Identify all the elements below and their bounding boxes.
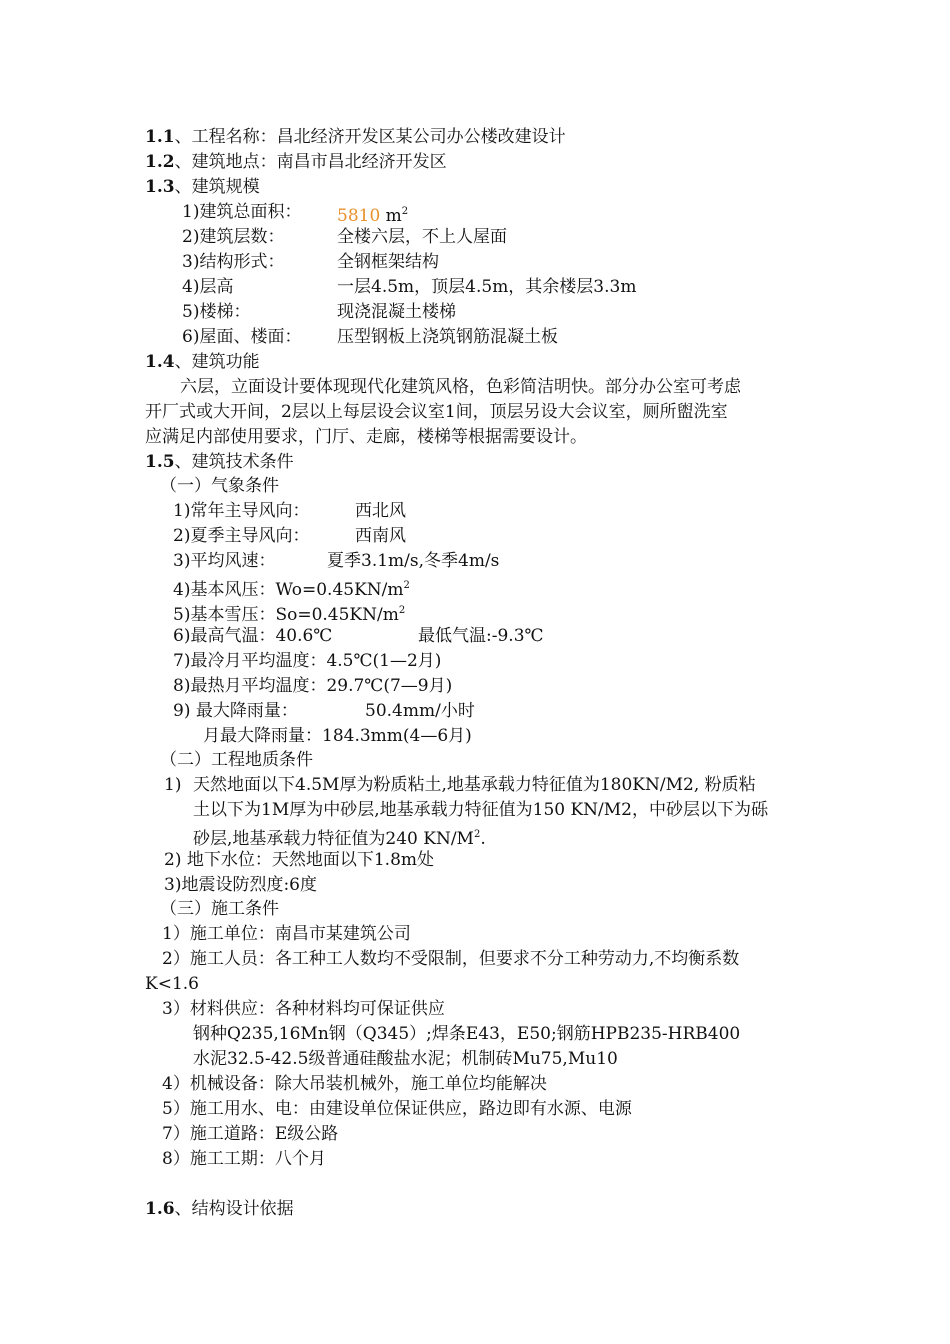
section-number: 1.2: [145, 152, 175, 172]
area-label: 1)建筑总面积：: [182, 202, 302, 222]
geology-item-1-number: 1): [164, 775, 182, 795]
section-number: 1.3: [145, 177, 175, 197]
height-value: 一层4.5m，顶层4.5m，其余楼层3.3m: [337, 277, 637, 297]
area-unit-sup: 2: [401, 206, 409, 217]
section-1-4: [145, 350, 260, 374]
water-power: 5）施工用水、电：由建设单位保证供应，路边即有水源、电源: [162, 1099, 632, 1119]
area-value-line: [337, 200, 408, 228]
geology-heading: （二）工程地质条件: [160, 750, 313, 770]
section-title: 、建筑地点：南昌市昌北经济开发区: [174, 152, 447, 172]
function-paragraph-line-3: 应满足内部使用要求，门厅、走廊，楼梯等根据需要设计。: [145, 427, 587, 447]
height-label: 4)层高: [182, 277, 234, 297]
function-paragraph-line-2: 开厂式或大开间，2层以上每层设会议室1间，顶层另设大会议室，厕所盥洗室: [145, 402, 728, 422]
area-unit: m: [385, 206, 402, 226]
seismic-intensity: 3)地震设防烈度:6度: [164, 875, 317, 895]
geology-item-1-line-2: 土以下为1M厚为中砂层,地基承载力特征值为150 KN/M2，中砂层以下为砾: [193, 800, 769, 820]
section-1-3: [145, 175, 260, 199]
snow-pressure-text: 5)基本雪压：So=0.45KN/m: [173, 605, 399, 625]
wind-pressure-text: 4)基本风压：Wo=0.45KN/m: [173, 580, 404, 600]
section-title: 、结构设计依据: [174, 1199, 294, 1219]
geology-line-3-text: 砂层,地基承载力特征值为240 KN/M: [193, 829, 474, 849]
summer-wind-value: 西南风: [355, 526, 406, 546]
floors-value: 全楼六层，不上人屋面: [337, 227, 507, 247]
max-temp: 6)最高气温：40.6℃: [173, 626, 333, 646]
wind-pressure-sup: 2: [403, 580, 410, 591]
function-paragraph-line-1: 六层，立面设计要体现现代化建筑风格，色彩简洁明快。部分办公室可考虑: [180, 377, 741, 397]
snow-pressure: [173, 599, 405, 627]
geology-line-3-sup: 2: [473, 829, 481, 840]
coldest-month-temp: 7)最冷月平均温度：4.5℃(1—2月): [173, 651, 442, 671]
construction-workers-line-2: K<1.6: [145, 974, 199, 994]
roof-value: 压型钢板上浇筑钢筋混凝土板: [337, 327, 558, 347]
section-number: 1.1: [145, 127, 175, 147]
section-1-5: [145, 450, 294, 474]
wind-pressure: [173, 574, 410, 602]
construction-unit: 1）施工单位：南昌市某建筑公司: [162, 924, 411, 944]
area-value: 5810: [337, 206, 381, 226]
section-number: 1.4: [145, 352, 175, 372]
geology-item-1-line-1: 天然地面以下4.5M厚为粉质粘土,地基承载力特征值为180KN/M2, 粉质粘: [193, 775, 756, 795]
summer-wind-label: 2)夏季主导风向：: [173, 526, 310, 546]
stair-label: 5)楼梯：: [182, 302, 251, 322]
section-title: 、工程名称：昌北经济开发区某公司办公楼改建设计: [174, 127, 566, 147]
section-number: 1.5: [145, 452, 175, 472]
stair-value: 现浇混凝土楼梯: [337, 302, 456, 322]
machinery: 4）机械设备：除大吊装机械外，施工单位均能解决: [162, 1074, 547, 1094]
construction-heading: （三）施工条件: [160, 899, 279, 919]
wind-direction-value: 西北风: [355, 501, 406, 521]
wind-speed-label: 3)平均风速：: [173, 551, 276, 571]
section-title: 、建筑功能: [174, 352, 260, 372]
wind-direction-label: 1)常年主导风向：: [173, 501, 310, 521]
snow-pressure-sup: 2: [398, 605, 406, 616]
section-1-2: [145, 150, 447, 174]
section-1-6: [145, 1197, 294, 1221]
section-title: 、建筑规模: [174, 177, 260, 197]
geology-item-1-line-3: [193, 823, 486, 851]
section-number: 1.6: [145, 1199, 175, 1219]
monthly-rainfall: 月最大降雨量：184.3mm(4—6月): [203, 726, 472, 746]
material-steel: 钢种Q235,16Mn钢（Q345）;焊条E43，E50;钢筋HPB235-HRB400: [193, 1024, 741, 1044]
groundwater-level: 2) 地下水位：天然地面以下1.8m处: [164, 850, 435, 870]
section-1-1: [145, 125, 566, 149]
section-title: 、建筑技术条件: [174, 452, 294, 472]
structure-label: 3)结构形式：: [182, 252, 285, 272]
construction-period: 8）施工工期：八个月: [162, 1149, 326, 1169]
structure-value: 全钢框架结构: [337, 252, 439, 272]
floors-label: 2)建筑层数：: [182, 227, 285, 247]
weather-heading: （一）气象条件: [160, 476, 279, 496]
max-rainfall-value: 50.4mm/小时: [365, 701, 475, 721]
material-cement: 水泥32.5-42.5级普通硅酸盐水泥；机制砖Mu75,Mu10: [193, 1049, 618, 1069]
min-temp: 最低气温:-9.3℃: [418, 626, 544, 646]
geology-line-3-end: .: [480, 829, 486, 849]
roof-label: 6)屋面、楼面：: [182, 327, 302, 347]
material-supply: 3）材料供应：各种材料均可保证供应: [162, 999, 445, 1019]
hottest-month-temp: 8)最热月平均温度：29.7℃(7—9月): [173, 676, 453, 696]
construction-workers-line-1: 2）施工人员：各工种工人数均不受限制，但要求不分工种劳动力,不均衡系数: [162, 949, 740, 969]
wind-speed-value: 夏季3.1m/s,冬季4m/s: [327, 551, 500, 571]
max-rainfall-label: 9) 最大降雨量：: [173, 701, 298, 721]
construction-road: 7）施工道路：E级公路: [162, 1124, 339, 1144]
